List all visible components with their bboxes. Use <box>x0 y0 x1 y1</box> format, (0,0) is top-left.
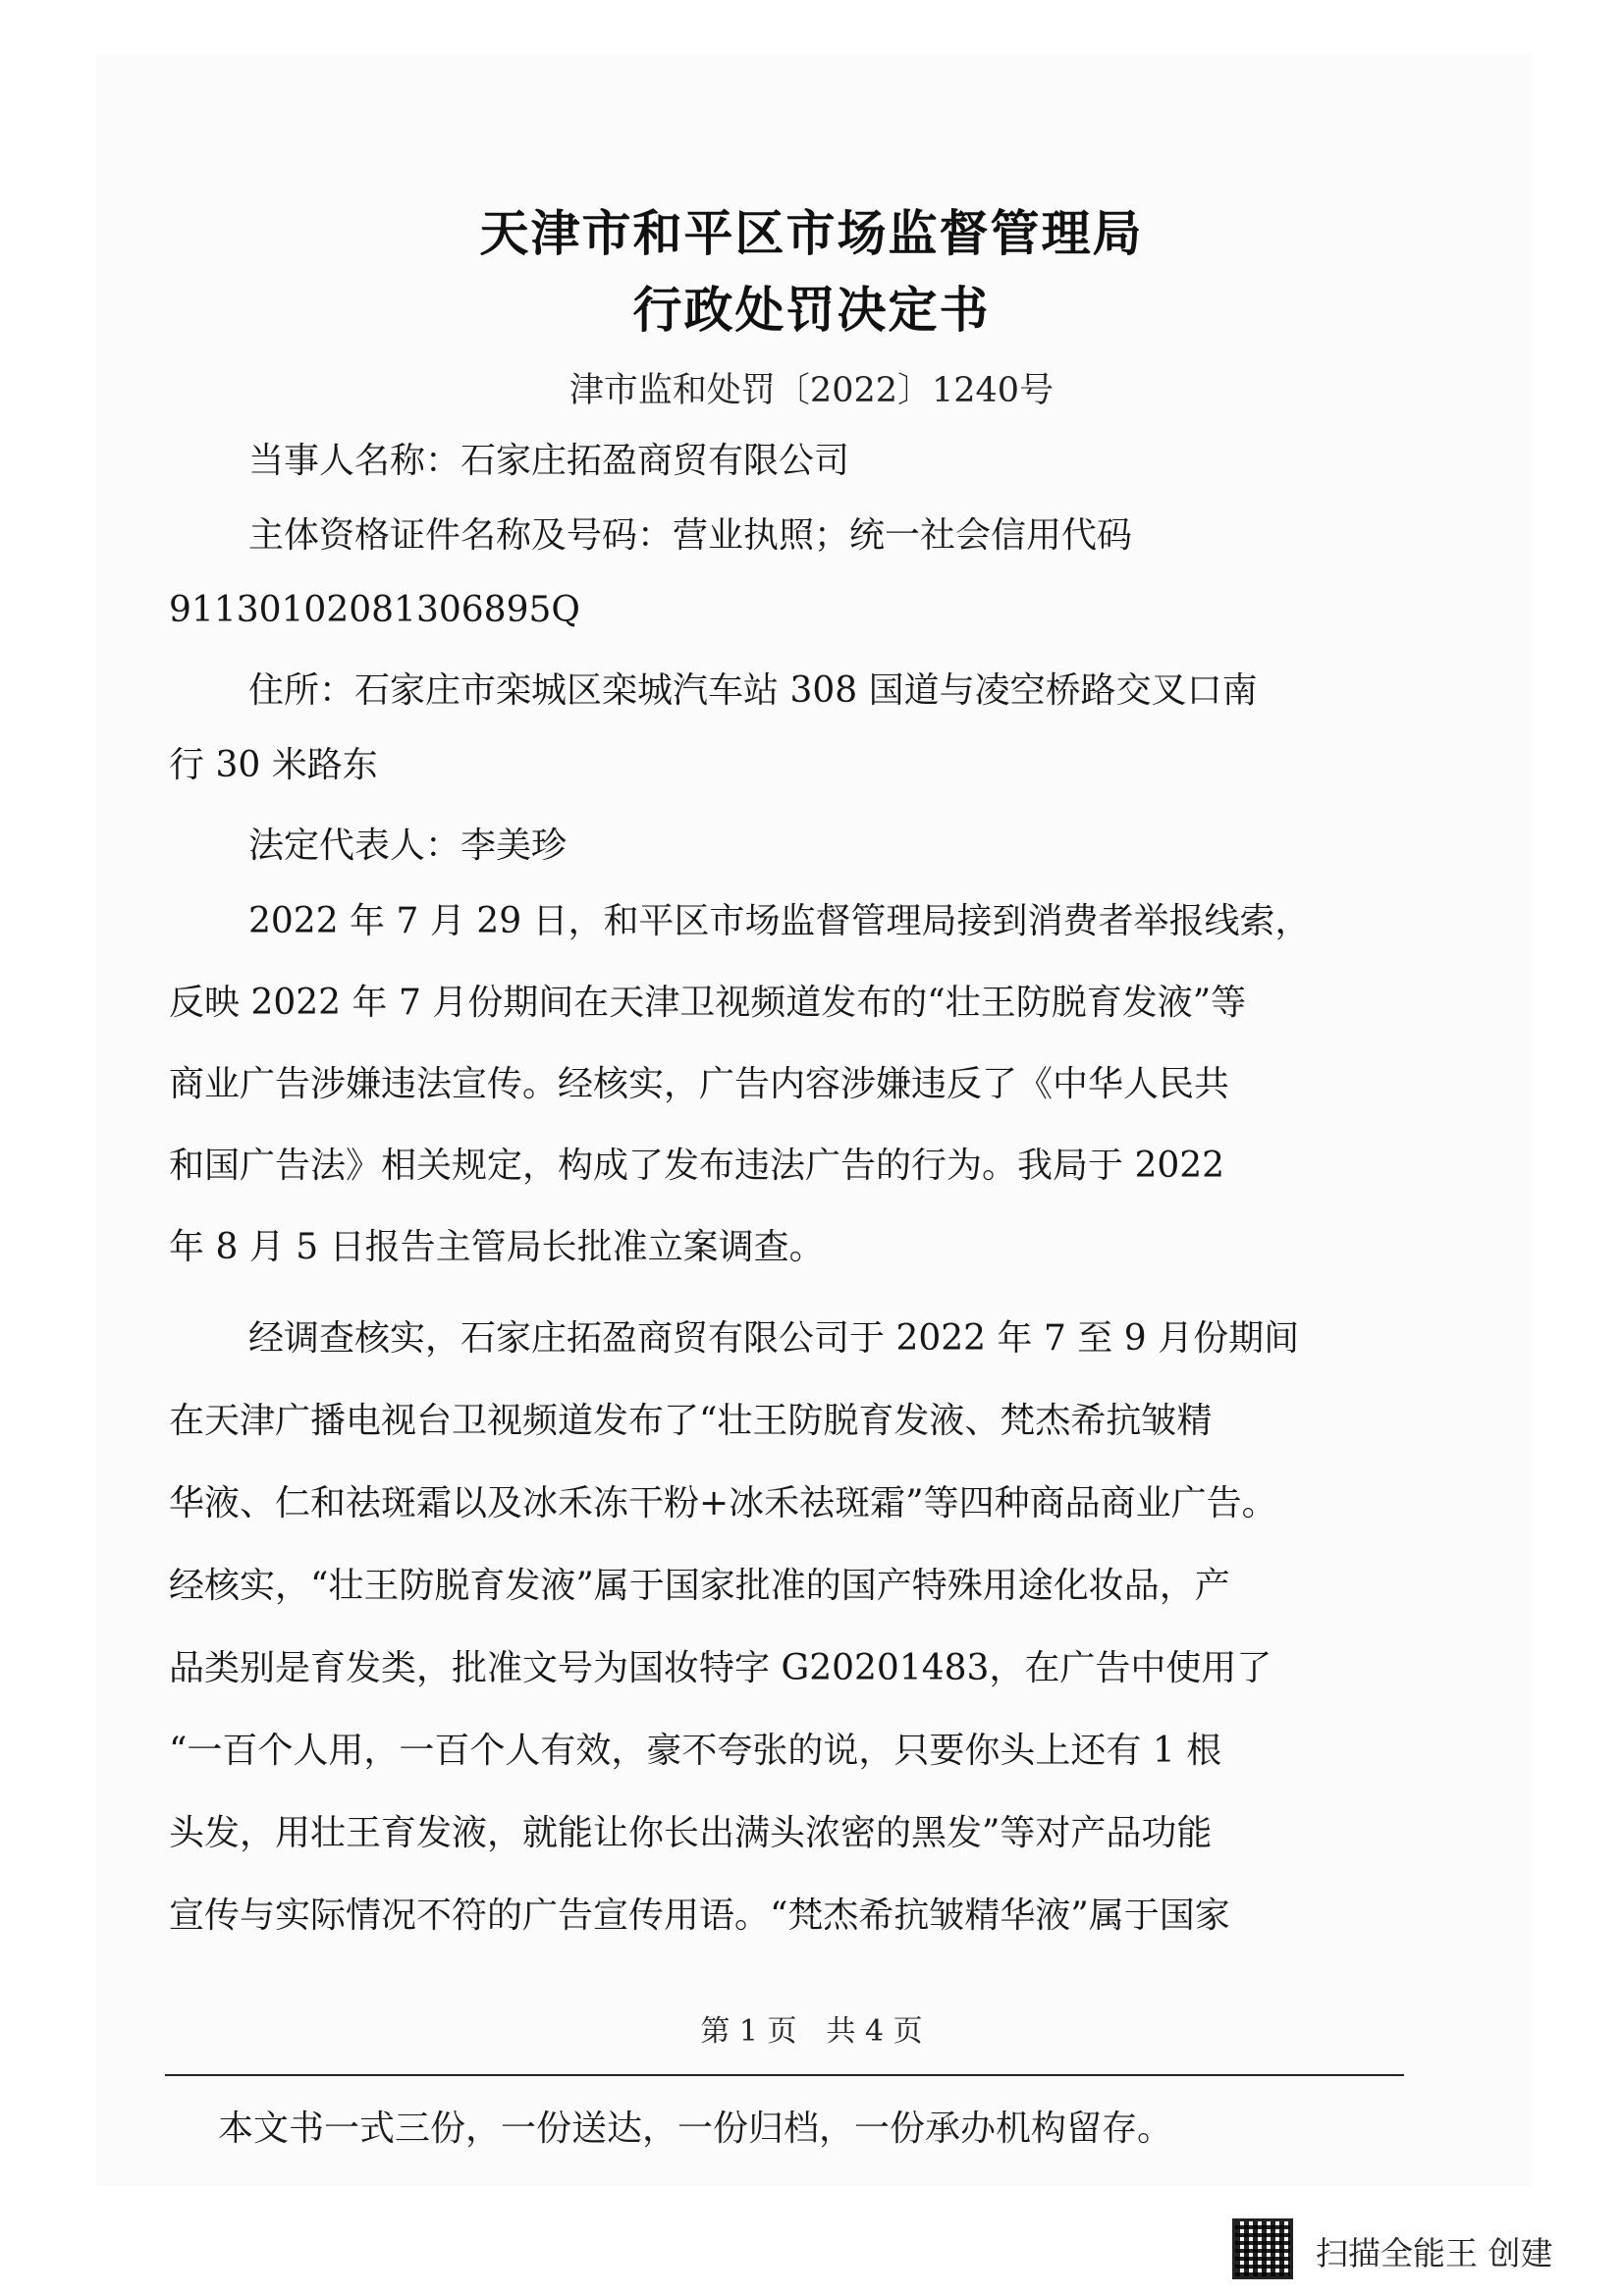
qr-code-icon <box>1232 2218 1293 2279</box>
paragraph-1-line: 商业广告涉嫌违法宣传。经核实，广告内容涉嫌违反了《中华人民共 <box>169 1064 1230 1104</box>
license-line-1: 主体资格证件名称及号码：营业执照；统一社会信用代码 <box>248 515 1133 556</box>
document-title: 行政处罚决定书 <box>632 282 991 339</box>
authority-title: 天津市和平区市场监督管理局 <box>479 205 1144 262</box>
paragraph-1-line: 年 8 月 5 日报告主管局长批准立案调查。 <box>169 1227 825 1267</box>
footer-divider <box>165 2074 1404 2076</box>
address-line-1: 住所：石家庄市栾城区栾城汽车站 308 国道与凌空桥路交叉口南 <box>248 670 1258 711</box>
paragraph-2-line: 在天津广播电视台卫视频道发布了“壮王防脱育发液、梵杰希抗皱精 <box>169 1401 1213 1441</box>
paragraph-2-line: 经调查核实，石家庄拓盈商贸有限公司于 2022 年 7 至 9 月份期间 <box>248 1318 1300 1359</box>
paragraph-1-line: 和国广告法》相关规定，构成了发布违法广告的行为。我局于 2022 <box>169 1146 1225 1186</box>
address-line-2: 行 30 米路东 <box>169 745 378 785</box>
paragraph-2-line: 头发，用壮王育发液，就能让你长出满头浓密的黑发”等对产品功能 <box>169 1813 1213 1853</box>
paragraph-2-line: 华液、仁和祛斑霜以及冰禾冻干粉+冰禾祛斑霜”等四种商品商业广告。 <box>169 1483 1277 1523</box>
party-name: 当事人名称：石家庄拓盈商贸有限公司 <box>248 441 850 481</box>
paragraph-1-line: 2022 年 7 月 29 日，和平区市场监督管理局接到消费者举报线索， <box>248 901 1311 941</box>
paragraph-2-line: 宣传与实际情况不符的广告宣传用语。“梵杰希抗皱精华液”属于国家 <box>169 1896 1230 1936</box>
license-number: 91130102081306895Q <box>169 590 580 630</box>
document-number: 津市监和处罚〔2022〕1240号 <box>568 371 1055 410</box>
copies-note: 本文书一式三份，一份送达，一份归档，一份承办机构留存。 <box>218 2109 1173 2149</box>
legal-representative: 法定代表人：李美珍 <box>248 826 568 866</box>
paragraph-1-line: 反映 2022 年 7 月份期间在天津卫视频道发布的“壮王防脱育发液”等 <box>169 983 1247 1023</box>
scanner-watermark: 扫描全能王 创建 <box>1316 2234 1553 2272</box>
paragraph-2-line: “一百个人用，一百个人有效，豪不夸张的说，只要你头上还有 1 根 <box>169 1731 1222 1771</box>
page-indicator: 第 1 页 共 4 页 <box>700 2014 923 2049</box>
paragraph-2-line: 经核实，“壮王防脱育发液”属于国家批准的国产特殊用途化妆品，产 <box>169 1566 1230 1606</box>
paragraph-2-line: 品类别是育发类，批准文号为国妆特字 G20201483，在广告中使用了 <box>169 1648 1272 1688</box>
